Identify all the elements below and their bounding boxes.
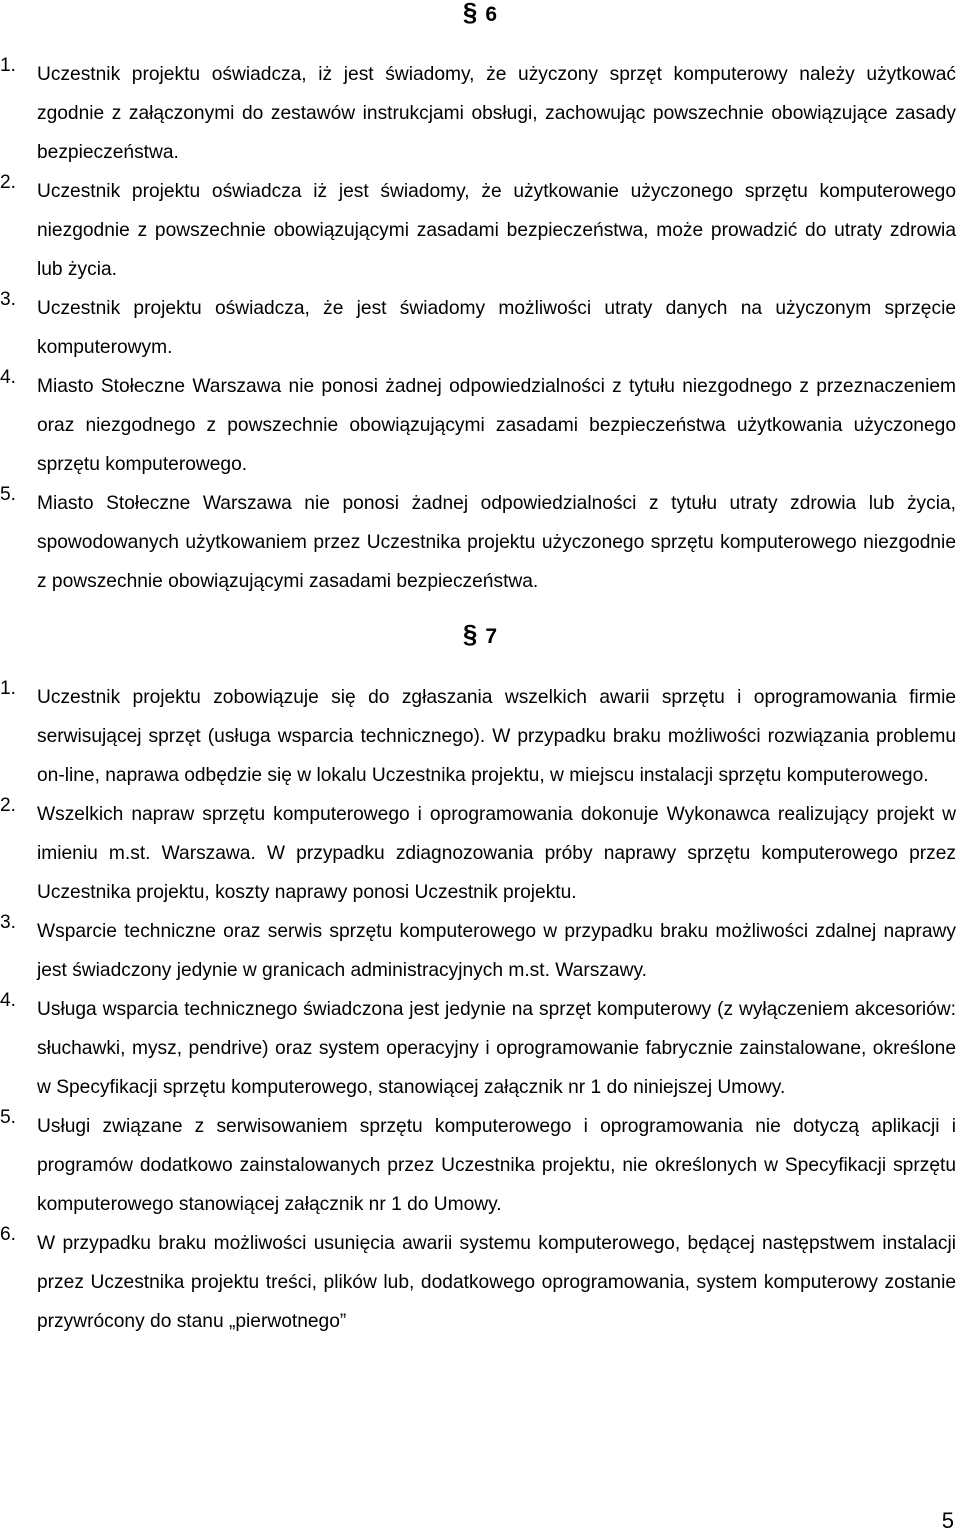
item-text: Uczestnik projektu oświadcza iż jest świadomy, że użytkowanie użyczonego sprzętu komputerowego niezgodnie z powszechnie obowiązującymi zasadami bezpieczeństwa, może prowadzić do utraty zdrowia lub życia. <box>37 181 956 280</box>
list-item <box>0 912 956 990</box>
list-item <box>0 1107 956 1224</box>
list-item <box>0 678 956 795</box>
page-number: 5 <box>941 1508 954 1533</box>
section-7-list <box>0 678 956 1341</box>
section-7-heading <box>0 619 960 649</box>
list-item <box>0 172 956 289</box>
item-number: 4. <box>0 367 17 388</box>
item-text: W przypadku braku możliwości usunięcia awarii systemu komputerowego, będącej następstwem instalacji przez Uczestnika projektu treści, plików lub, dodatkowego oprogramowania, system komputerowy zostanie przywrócony do stanu „pierwotnego” <box>37 1233 956 1332</box>
item-number: 6. <box>0 1224 17 1245</box>
item-number: 3. <box>0 912 17 933</box>
section-symbol: § <box>462 619 478 649</box>
item-text: Miasto Stołeczne Warszawa nie ponosi żadnej odpowiedzialności z tytułu niezgodnego z przeznaczeniem oraz niezgodnego z powszechnie obowiązującymi zasadami bezpieczeństwa użytkowania użyczonego sprzętu komputerowego. <box>37 376 956 475</box>
list-item <box>0 367 956 484</box>
item-text: Miasto Stołeczne Warszawa nie ponosi żadnej odpowiedzialności z tytułu utraty zdrowia lub życia, spowodowanych użytkowaniem przez Uczestnika projektu użyczonego sprzętu komputerowego niezgodnie z powszechnie obowiązującymi zasadami bezpieczeństwa. <box>37 493 956 592</box>
item-number: 1. <box>0 55 17 76</box>
item-number: 2. <box>0 172 17 193</box>
list-item <box>0 484 956 601</box>
item-text: Uczestnik projektu oświadcza, iż jest świadomy, że użyczony sprzęt komputerowy należy użytkować zgodnie z załączonymi do zestawów instrukcjami obsługi, zachowując powszechnie obowiązujące zasady bezpieczeństwa. <box>37 64 956 163</box>
list-item <box>0 1224 956 1341</box>
item-number: 2. <box>0 795 17 816</box>
item-text: Wszelkich napraw sprzętu komputerowego i oprogramowania dokonuje Wykonawca realizujący projekt w imieniu m.st. Warszawa. W przypadku zdiagnozowania próby naprawy sprzętu komputerowego przez Uczestnika projektu, koszty naprawy ponosi Uczestnik projektu. <box>37 804 956 903</box>
section-6-list <box>0 55 956 601</box>
item-number: 5. <box>0 1107 17 1128</box>
section-number: 7 <box>485 625 498 648</box>
item-text: Wsparcie techniczne oraz serwis sprzętu komputerowego w przypadku braku możliwości zdalnej naprawy jest świadczony jedynie w granicach administracyjnych m.st. Warszawy. <box>37 921 956 981</box>
section-6-heading <box>0 0 960 27</box>
item-number: 4. <box>0 990 17 1011</box>
item-text: Uczestnik projektu oświadcza, że jest świadomy możliwości utraty danych na użyczonym sprzęcie komputerowym. <box>37 298 956 358</box>
item-text: Usługa wsparcia technicznego świadczona jest jedynie na sprzęt komputerowy (z wyłączeniem akcesoriów: słuchawki, mysz, pendrive) oraz system operacyjny i oprogramowanie fabrycznie zainstalowane, określone w Specyfikacji sprzętu komputerowego, stanowiącej załącznik nr 1 do niniejszej Umowy. <box>37 999 956 1098</box>
section-number: 6 <box>485 3 498 26</box>
section-symbol: § <box>462 0 478 27</box>
item-text: Usługi związane z serwisowaniem sprzętu komputerowego i oprogramowania nie dotyczą aplikacji i programów dodatkowo zainstalowanych przez Uczestnika projektu, nie określonych w Specyfikacji sprzętu komputerowego stanowiącej załącznik nr 1 do Umowy. <box>37 1116 956 1215</box>
item-number: 5. <box>0 484 17 505</box>
list-item <box>0 795 956 912</box>
item-number: 3. <box>0 289 17 310</box>
list-item <box>0 55 956 172</box>
item-text: Uczestnik projektu zobowiązuje się do zgłaszania wszelkich awarii sprzętu i oprogramowania firmie serwisującej sprzęt (usługa wsparcia technicznego). W przypadku braku możliwości rozwiązania problemu on-line, naprawa odbędzie się w lokalu Uczestnika projektu, w miejscu instalacji sprzętu komputerowego. <box>37 687 956 786</box>
list-item <box>0 289 956 367</box>
item-number: 1. <box>0 678 17 699</box>
list-item <box>0 990 956 1107</box>
